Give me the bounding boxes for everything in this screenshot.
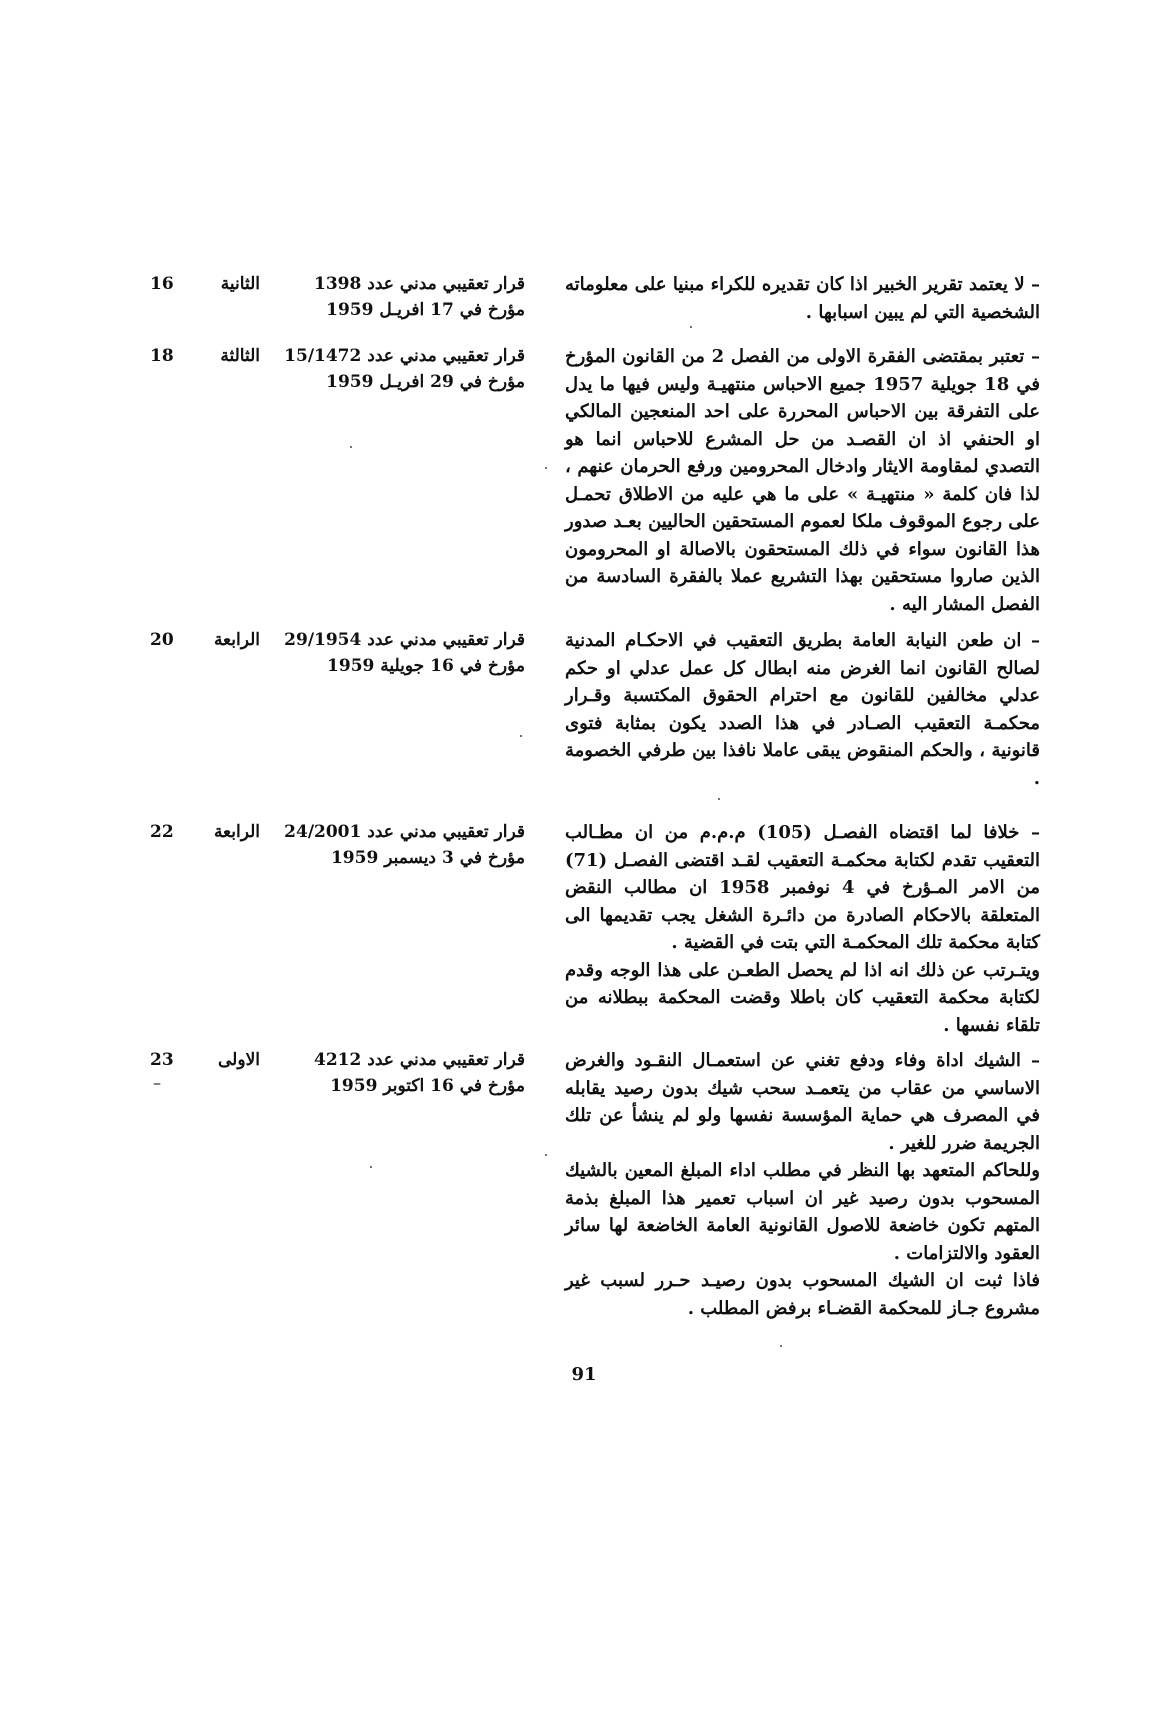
summary-paragraph: – خلافا لما اقتضاه الفصـل (105) م.م.م من ان مطـالب التعقيب تقدم لكتابة محكمـة التعقيب لقـد اقتضى الفصـل (71) من الامر المـؤرخ في 4 نوفمبر 1958 ان مطالب النقض المتعلقة بالاحكام الصادرة من دائـرة الشغل يجب تقديمها الى كتابة محكمة تلك المحكمـة التي بتت في القضية . <box>565 819 1040 957</box>
scan-speck <box>718 798 720 800</box>
scan-speck <box>350 446 352 448</box>
decision-date: مؤرخ في 16 اكتوبر 1959 <box>330 1076 525 1096</box>
scan-speck <box>520 735 522 737</box>
page-reference: 22 <box>150 822 174 842</box>
chamber-label: الاولى <box>218 1050 260 1070</box>
decision-date: مؤرخ في 29 افريـل 1959 <box>326 372 525 392</box>
page-reference: 16 <box>150 274 174 294</box>
summary-paragraph: وللحاكم المتعهد بها النظر في مطلب اداء المبلغ المعين بالشيك المسحوب بدون رصيد غير ان اسباب تعمير هذا المبلغ بذمة المتهم تكون خاضعة للاصول القانونية العامة الخاضعة لها سائر العقود والالتزامات . <box>565 1160 1040 1264</box>
page-number: 91 <box>571 1364 597 1385</box>
chamber-label: الثانية <box>220 274 260 294</box>
summary-paragraph: – تعتبر بمقتضى الفقرة الاولى من الفصل 2 من القانون المؤرخ في 18 جويلية 1957 جميع الاحباس منتهيـة وليس فيها ما يدل على التفرقة بين الاحباس المحررة على احد المنعجين المالكي او الحنفي اذ ان القصـد من حل المشرع للاحباس انما هو التصدي لمقاومة الايثار وادخال المحرومين ورفع الحرمان عنهم ، لذا فان كلمة « منتهيـة » على ما هي عليه من الاطلاق تحمـل على رجوع الموقوف ملكا لعموم المستحقين الحاليين بعـد صدور هذا القانون سواء في ذلك المستحقون بالاصالة او المحرومون الذين صاروا مستحقين بهذا التشريع عملا بالفقرة السادسة من الفصل المشار اليه . <box>565 343 1040 618</box>
chamber-label: الرابعة <box>213 822 260 842</box>
entry-summary <box>565 343 1040 618</box>
scan-speck <box>370 1166 372 1168</box>
entry-summary <box>565 627 1040 792</box>
entry-5 <box>150 1047 1040 1317</box>
entry-summary <box>565 1047 1040 1322</box>
page-reference: 20 <box>150 630 174 650</box>
decision-reference <box>270 819 525 871</box>
decision-date: مؤرخ في 17 افريـل 1959 <box>326 300 525 320</box>
entry-4 <box>150 819 1040 1036</box>
scan-speck <box>545 467 547 469</box>
page-reference: 18 <box>150 346 174 366</box>
scan-speck <box>545 1154 547 1156</box>
entry-2 <box>150 343 1040 613</box>
page-reference-mark: – <box>153 1073 161 1092</box>
decision-date: مؤرخ في 16 جويلية 1959 <box>327 656 525 676</box>
entry-3 <box>150 627 1040 797</box>
scan-speck <box>780 1345 782 1347</box>
decision-reference <box>270 271 525 323</box>
summary-paragraph: ويتـرتب عن ذلك انه اذا لم يحصل الطعـن على هذا الوجه وقدم لكتابة محكمة التعقيب كان باطلا وقضت المحكمة ببطلانه من تلقاء نفسها . <box>565 959 1040 1036</box>
entry-summary <box>565 819 1040 1039</box>
decision-date: مؤرخ في 3 ديسمبر 1959 <box>330 848 525 868</box>
chamber-label: الرابعة <box>213 630 260 650</box>
decision-number: قرار تعقيبي مدني عدد 1398 <box>314 274 525 294</box>
decision-reference <box>270 1047 525 1099</box>
decision-reference <box>270 627 525 679</box>
summary-paragraph: – لا يعتمد تقرير الخبير اذا كان تقديره للكراء مبنيا على معلوماته الشخصية التي لم يبين اسبابها . <box>565 271 1040 326</box>
summary-paragraph: فاذا ثبت ان الشيك المسحوب بدون رصيـد حـرر لسبب غير مشروع جـاز للمحكمة القضـاء برفض المطلب . <box>565 1270 1040 1319</box>
decision-reference <box>270 343 525 395</box>
decision-number: قرار تعقيبي مدني عدد 15/1472 <box>284 346 525 366</box>
summary-paragraph: – ان طعن النيابة العامة بطريق التعقيب في الاحكـام المدنية لصالح القانون انما الغرض منه ابطال كل عمل عدلي او حكم عدلي مخالفين للقانون مع احترام الحقوق المكتسبة وقـرار محكمـة التعقيب الصـادر في هذا الصدد يكون بمثابة فتوى قانونية ، والحكم المنقوض يبقى عاملا نافذا بين طرفي الخصومة . <box>565 627 1040 792</box>
decision-number: قرار تعقيبي مدني عدد 4212 <box>314 1050 525 1070</box>
decision-number: قرار تعقيبي مدني عدد 24/2001 <box>284 822 525 842</box>
chamber-label: الثالثة <box>220 346 260 366</box>
decision-number: قرار تعقيبي مدني عدد 29/1954 <box>284 630 525 650</box>
scan-speck <box>690 326 692 328</box>
entry-summary <box>565 271 1040 326</box>
entry-1 <box>150 271 1040 331</box>
summary-paragraph: – الشيك اداة وفاء ودفع تغني عن استعمـال النقـود والغرض الاساسي من عقاب من يتعمـد سحب شيك بدون رصيد يقابله في المصرف هي حماية المؤسسة نفسها ولو لم ينشأ عن تلك الجريمة ضرر للغير . <box>565 1047 1040 1157</box>
page-reference: 23 <box>150 1050 174 1070</box>
